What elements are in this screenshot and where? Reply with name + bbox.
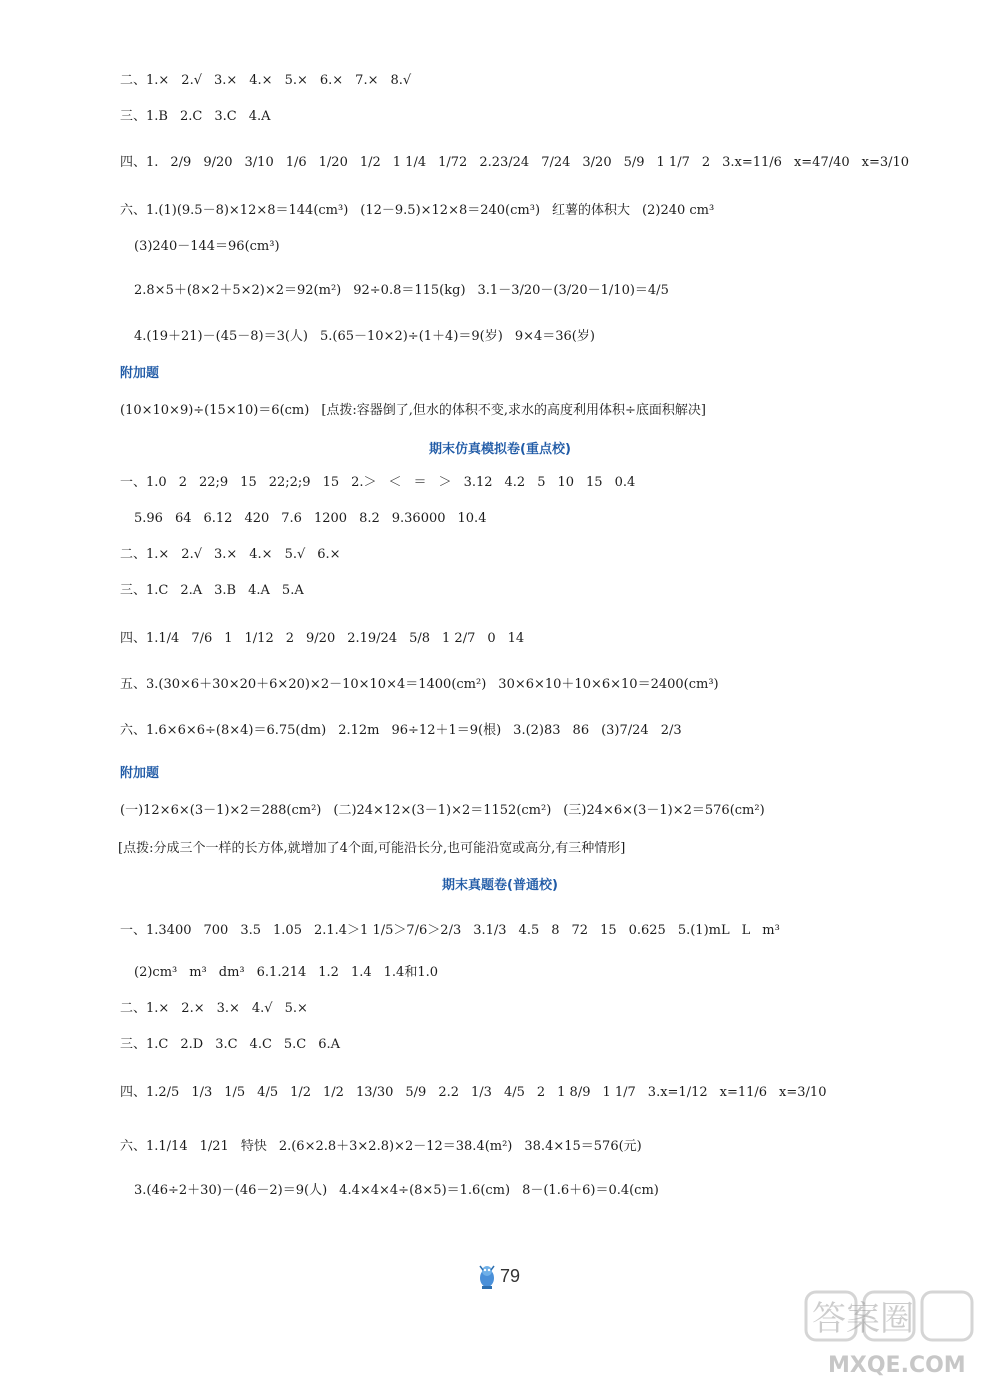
bonus-answer-2: (一)12×6×(3－1)×2＝288(cm²) (二)24×12×(3－1)×2＝1152(cm²) (三)24×6×(3－1)×2＝576(cm²) xyxy=(120,803,765,818)
watermark-chars: 答案圈 xyxy=(812,1299,914,1339)
section-2-answers: 二、1.× 2.√ 3.× 4.× 5.× 6.× 7.× 8.√ xyxy=(120,73,412,88)
bonus-heading-2: 附加题 xyxy=(120,766,160,781)
real-section-2: 二、1.× 2.× 3.× 4.√ 5.× xyxy=(120,1001,308,1016)
section-6-line-1: 六、1.(1)(9.5－8)×12×8＝144(cm³) (12－9.5)×12×8＝240(cm³) 红薯的体积大 (2)240 cm³ xyxy=(120,203,715,218)
real-section-6-line-2: 3.(46÷2＋30)－(46－2)＝9(人) 4.4×4×4÷(8×5)＝1.6(cm) 8－(1.6＋6)＝0.4(cm) xyxy=(134,1183,659,1198)
mock-section-5: 五、3.(30×6＋30×20＋6×20)×2－10×10×4＝1400(cm²) 30×6×10＋10×6×10＝2400(cm³) xyxy=(120,677,719,692)
mock-section-3: 三、1.C 2.A 3.B 4.A 5.A xyxy=(120,583,304,598)
bonus-hint-2: [点拨:分成三个一样的长方体,就增加了4个面,可能沿长分,也可能沿宽或高分,有三种情形] xyxy=(118,841,626,856)
page-number: 79 xyxy=(476,1262,520,1290)
mascot-icon xyxy=(476,1262,498,1290)
section-title-regular-school: 期末真题卷(普通校) xyxy=(442,878,558,893)
real-section-4: 四、1.2/5 1/3 1/5 4/5 1/2 1/2 13/30 5/9 2.2 1/3 4/5 2 1 8/9 1 1/7 3.x=1/12 x=11/6 x=3/10 xyxy=(120,1085,827,1100)
mock-section-4: 四、1.1/4 7/6 1 1/12 2 9/20 2.19/24 5/8 1 2/7 0 14 xyxy=(120,631,525,646)
mock-section-2: 二、1.× 2.√ 3.× 4.× 5.√ 6.× xyxy=(120,547,341,562)
watermark-url: MXQE.COM xyxy=(828,1353,966,1378)
real-section-1-line-2: (2)cm³ m³ dm³ 6.1.214 1.2 1.4 1.4和1.0 xyxy=(134,965,439,980)
real-section-3: 三、1.C 2.D 3.C 4.C 5.C 6.A xyxy=(120,1037,341,1052)
section-6-line-2: (3)240－144＝96(cm³) xyxy=(134,239,280,254)
bonus-answer: (10×10×9)÷(15×10)＝6(cm) [点拨:容器倒了,但水的体积不变,求水的高度利用体积÷底面积解决] xyxy=(120,403,707,418)
section-3-answers: 三、1.B 2.C 3.C 4.A xyxy=(120,109,271,124)
watermark-icon xyxy=(798,1284,988,1384)
section-6-line-4: 4.(19＋21)－(45－8)＝3(人) 5.(65－10×2)÷(1＋4)＝9(岁) 9×4＝36(岁) xyxy=(134,329,595,344)
real-section-1-line-1: 一、1.3400 700 3.5 1.05 2.1.4＞1 1/5＞7/6＞2/3 3.1/3 4.5 8 72 15 0.625 5.(1)mL L m³ xyxy=(120,923,780,938)
real-section-6-line-1: 六、1.1/14 1/21 特快 2.(6×2.8＋3×2.8)×2－12＝38.4(m²) 38.4×15＝576(元) xyxy=(120,1139,642,1154)
watermark-logo xyxy=(798,1284,988,1384)
mock-section-6: 六、1.6×6×6÷(8×4)＝6.75(dm) 2.12m 96÷12＋1＝9(根) 3.(2)83 86 (3)7/24 2/3 xyxy=(120,723,682,738)
mock-section-1-line-2: 5.96 64 6.12 420 7.6 1200 8.2 9.36000 10.4 xyxy=(134,511,487,526)
section-6-line-3: 2.8×5＋(8×2＋5×2)×2＝92(m²) 92÷0.8＝115(kg) 3.1－3/20－(3/20－1/10)＝4/5 xyxy=(134,283,669,298)
section-title-key-school: 期末仿真模拟卷(重点校) xyxy=(429,442,571,457)
bonus-heading: 附加题 xyxy=(120,366,160,381)
section-4-answers: 四、1. 2/9 9/20 3/10 1/6 1/20 1/2 1 1/4 1/72 2.23/24 7/24 3/20 5/9 1 1/7 2 3.x=11/6 x=47/40 x=3/10 xyxy=(120,155,910,170)
mock-section-1-line-1: 一、1.0 2 22;9 15 22;2;9 15 2.＞ ＜ ＝ ＞ 3.12 4.2 5 10 15 0.4 xyxy=(120,475,636,490)
